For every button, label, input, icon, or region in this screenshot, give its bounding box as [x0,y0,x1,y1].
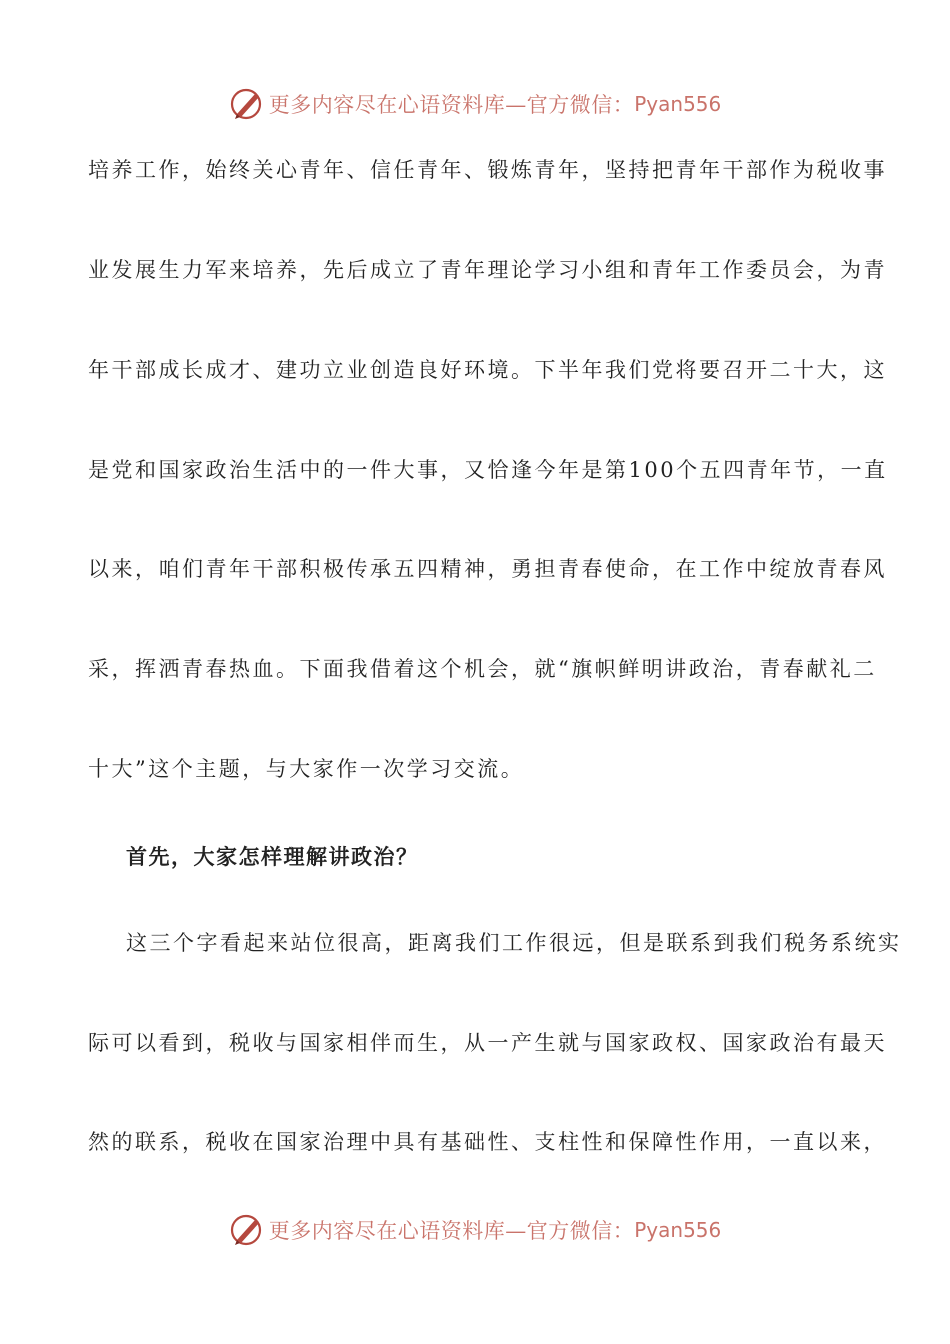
body-line-9: 际可以看到，税收与国家相伴而生，从一产生就与国家政权、国家政治有最天 [88,1031,887,1055]
watermark-banner-bottom [0,1210,950,1250]
body-line-3: 年干部成长成才、建功立业创造良好环境。下半年我们党将要召开二十大，这 [88,358,887,382]
watermark-text: 更多内容尽在心语资料库—官方微信： [268,93,635,117]
body-line-6: 采，挥洒青春热血。下面我借着这个机会，就“旗帜鲜明讲政治，青春献礼二 [88,657,877,681]
body-line-8: 这三个字看起来站位很高，距离我们工作很远，但是联系到我们税务系统实 [126,931,902,955]
body-line-5: 以来，咱们青年干部积极传承五四精神，勇担青春使命，在工作中绽放青春风 [88,557,887,581]
body-line-4: 是党和国家政治生活中的一件大事，又恰逢今年是第100个五四青年节，一直 [88,458,888,482]
pen-logo-icon [229,86,265,122]
body-line-7: 十大”这个主题，与大家作一次学习交流。 [88,757,525,781]
watermark-account: Pyan556 [634,1218,722,1242]
body-line-1: 培养工作，始终关心青年、信任青年、锻炼青年，坚持把青年干部作为税收事 [88,158,887,182]
body-line-10: 然的联系，税收在国家治理中具有基础性、支柱性和保障性作用，一直以来， [88,1130,887,1154]
pen-logo-icon [229,1212,265,1248]
section-heading: 首先，大家怎样理解讲政治？ [126,844,419,869]
watermark-text: 更多内容尽在心语资料库—官方微信： [268,1219,635,1243]
watermark-banner-top [0,84,950,124]
watermark-account: Pyan556 [634,92,722,116]
body-line-2: 业发展生力军来培养，先后成立了青年理论学习小组和青年工作委员会，为青 [88,258,887,282]
